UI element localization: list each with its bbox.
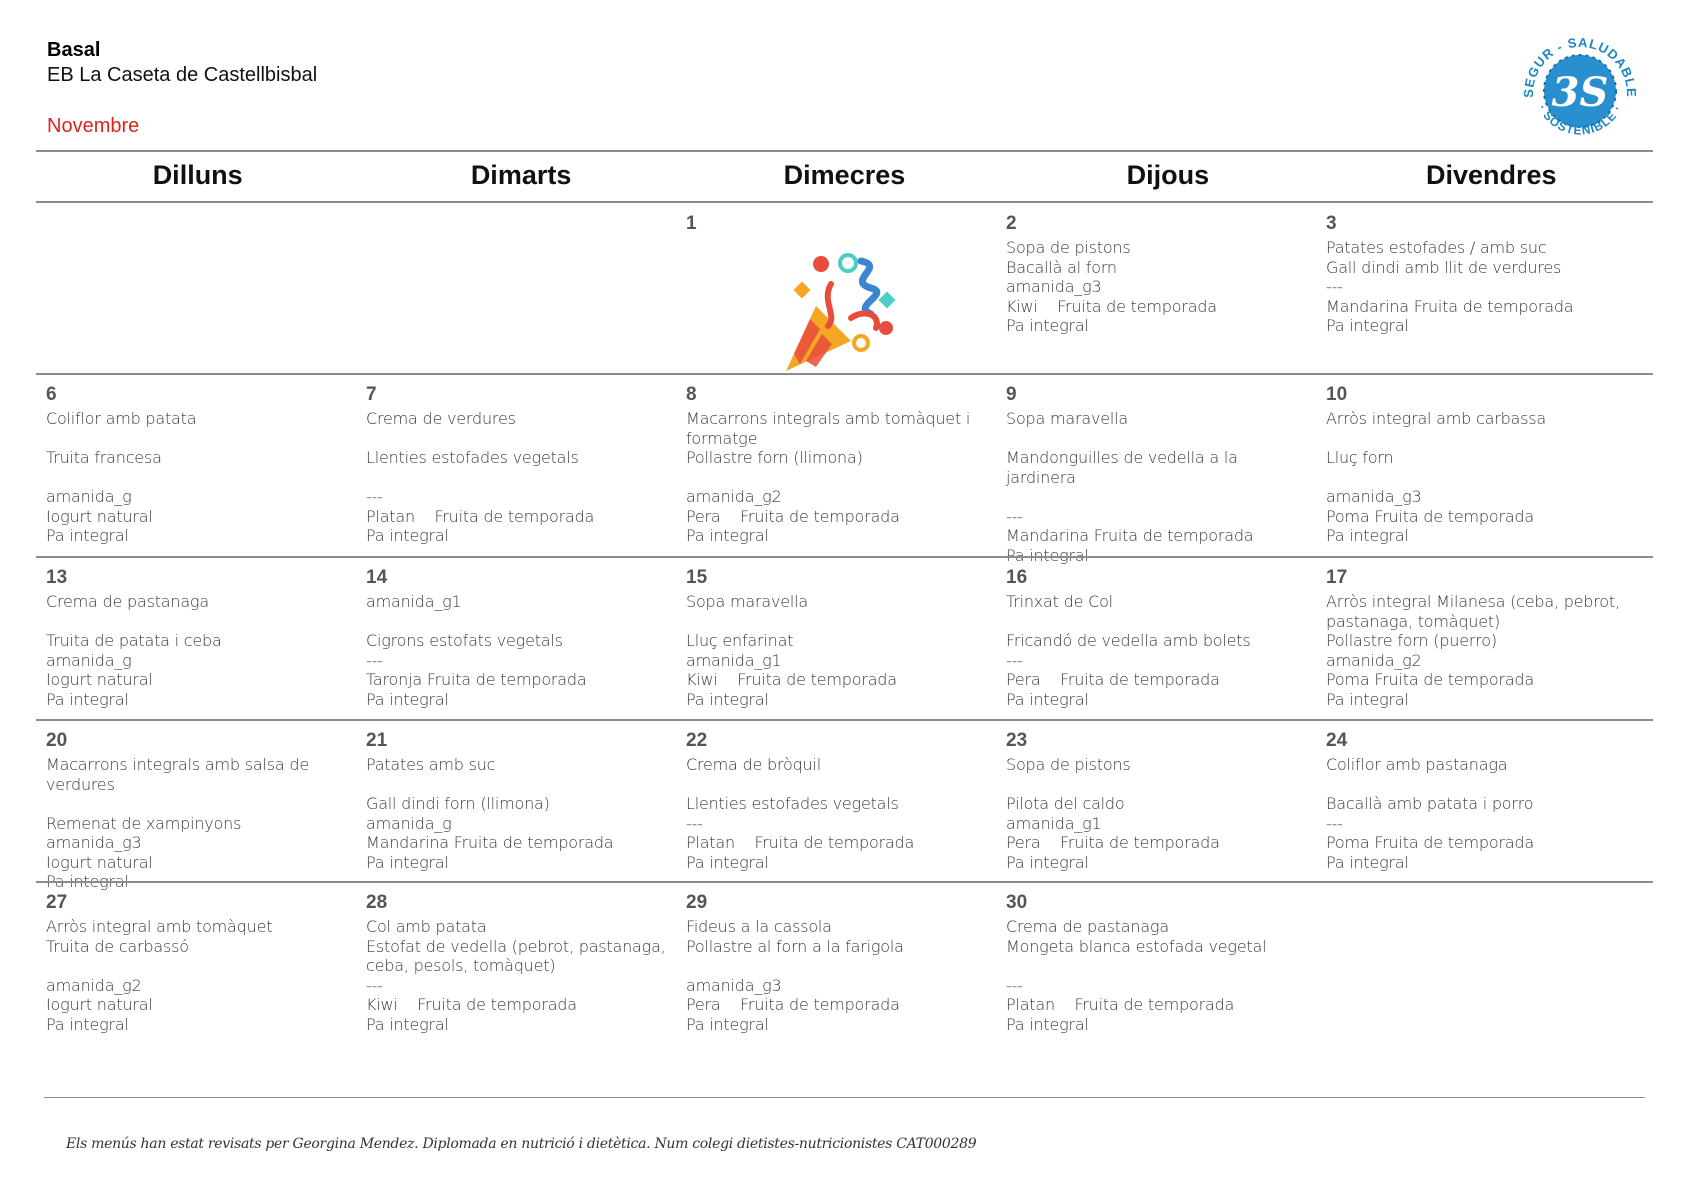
menu-line: Llenties estofades vegetals bbox=[686, 794, 899, 813]
day-cell bbox=[996, 729, 1316, 892]
week-row bbox=[36, 383, 1653, 565]
menu-line: --- bbox=[1006, 506, 1023, 526]
day-cell bbox=[996, 566, 1316, 709]
menu-line: Crema de pastanaga bbox=[46, 592, 209, 611]
menu-line: Estofat de vedella (pebrot, pastanaga, ceba, pesols, tomàquet) bbox=[366, 936, 666, 975]
menu-line bbox=[1006, 612, 1312, 632]
menu-line: amanida_g bbox=[366, 813, 452, 833]
day-number: 17 bbox=[1326, 567, 1348, 588]
menu-line: Lluç forn bbox=[1326, 448, 1394, 467]
menu-line: Pa integral bbox=[686, 1014, 769, 1034]
menu-line bbox=[686, 956, 992, 976]
menu-line: Truita de patata i ceba bbox=[46, 631, 222, 650]
menu-line: Platan Fruita de temporada bbox=[686, 833, 915, 852]
day-cell bbox=[676, 891, 996, 1034]
day-number: 7 bbox=[366, 384, 377, 405]
day-cell bbox=[1316, 729, 1653, 892]
day-headers bbox=[36, 152, 1653, 198]
day-cell bbox=[676, 566, 996, 709]
menu-line: Col amb patata bbox=[366, 917, 487, 936]
day-header-monday: Dilluns bbox=[152, 160, 243, 190]
menu-line bbox=[366, 612, 672, 632]
day-cell bbox=[36, 566, 356, 709]
menu-line: Mongeta blanca estofada vegetal bbox=[1006, 936, 1267, 956]
menu-line bbox=[46, 429, 352, 449]
day-number: 9 bbox=[1006, 384, 1017, 405]
menu-line: amanida_g1 bbox=[686, 650, 782, 670]
day-header-tuesday: Dimarts bbox=[470, 160, 572, 190]
footer-note: Els menús han estat revisats per Georgina Mendez. Diplomada en nutrició i dietètica. Num colegi dietistes-nutricionistes CAT000289 bbox=[66, 1136, 977, 1152]
menu-line: amanida_g3 bbox=[1326, 487, 1422, 506]
menu-line: Iogurt natural bbox=[46, 506, 153, 526]
day-cell bbox=[356, 212, 676, 381]
day-number: 14 bbox=[366, 567, 388, 588]
menu-line: Pa integral bbox=[1326, 526, 1409, 545]
day-number: 24 bbox=[1326, 730, 1348, 751]
menu-line: Lluç enfarinat bbox=[686, 631, 794, 650]
day-header-friday: Divendres bbox=[1425, 160, 1557, 190]
day-number: 20 bbox=[46, 730, 68, 751]
week-row bbox=[36, 729, 1653, 892]
day-number: 13 bbox=[46, 567, 68, 588]
menu-line: Sopa maravella bbox=[686, 592, 808, 611]
menu-line: Pollastre forn (puerro) bbox=[1326, 631, 1497, 650]
menu-line bbox=[366, 775, 672, 795]
menu-line bbox=[1326, 468, 1649, 488]
day-number: 1 bbox=[686, 213, 697, 234]
day-cell bbox=[996, 891, 1316, 1034]
menu-line: Pa integral bbox=[366, 852, 449, 872]
day-number: 15 bbox=[686, 567, 708, 588]
menu-line bbox=[686, 775, 992, 795]
day-cell bbox=[676, 383, 996, 565]
footer-divider bbox=[44, 1097, 1645, 1098]
menu-line: Sopa de pistons bbox=[1006, 238, 1131, 257]
menu-line: Macarrons integrals amb tomàquet i formatge bbox=[686, 409, 971, 448]
day-number: 2 bbox=[1006, 213, 1017, 234]
menu-line: --- bbox=[1006, 650, 1023, 670]
menu-line: Pa integral bbox=[1006, 316, 1089, 335]
day-number: 16 bbox=[1006, 567, 1028, 588]
menu-line: --- bbox=[686, 813, 703, 833]
menu-line bbox=[46, 612, 352, 632]
day-cell bbox=[36, 383, 356, 565]
menu-line: Pa integral bbox=[686, 689, 769, 709]
menu-line: amanida_g3 bbox=[46, 833, 142, 852]
menu-line bbox=[46, 468, 352, 488]
menu-line: Bacallà amb patata i porro bbox=[1326, 794, 1534, 813]
day-cell bbox=[356, 383, 676, 565]
menu-line: Patates estofades / amb suc bbox=[1326, 238, 1547, 257]
week-row bbox=[36, 891, 1653, 1034]
menu-line: amanida_g bbox=[46, 487, 132, 506]
day-cell bbox=[356, 891, 676, 1034]
day-cell bbox=[1316, 891, 1653, 1034]
menu-line: Pilota del caldo bbox=[1006, 794, 1125, 813]
menu-line: amanida_g3 bbox=[1006, 277, 1102, 296]
menu-line: Llenties estofades vegetals bbox=[366, 448, 579, 467]
menu-line: Pa integral bbox=[1006, 689, 1089, 709]
menu-line: Pa integral bbox=[1006, 852, 1089, 872]
menu-line: Pera Fruita de temporada bbox=[1006, 670, 1220, 689]
menu-line: Truita francesa bbox=[46, 448, 162, 467]
menu-line: Fricandó de vedella amb bolets bbox=[1006, 631, 1251, 650]
menu-line: Pa integral bbox=[46, 872, 129, 891]
segur-saludable-sostenible-logo bbox=[1515, 24, 1645, 154]
menu-line: Kiwi Fruita de temporada bbox=[366, 995, 577, 1014]
menu-line: Fideus a la cassola bbox=[686, 917, 832, 936]
menu-line bbox=[1006, 487, 1312, 507]
day-number: 6 bbox=[46, 384, 57, 405]
month-name: Novembre bbox=[47, 115, 140, 137]
menu-line: Pera Fruita de temporada bbox=[686, 995, 900, 1014]
menu-line: Kiwi Fruita de temporada bbox=[1006, 296, 1217, 316]
day-cell bbox=[36, 729, 356, 892]
day-number bbox=[366, 212, 672, 238]
menu-line bbox=[46, 794, 352, 814]
day-cell bbox=[36, 891, 356, 1034]
menu-line: Mandarina Fruita de temporada bbox=[366, 833, 614, 852]
menu-line: Poma Fruita de temporada bbox=[1326, 506, 1534, 526]
menu-line bbox=[46, 956, 352, 976]
logo-top-text: SEGUR - SALUDABLE bbox=[1520, 34, 1640, 98]
menu-type: Basal bbox=[47, 39, 101, 61]
day-cell bbox=[676, 729, 996, 892]
party-popper-icon bbox=[776, 246, 906, 376]
menu-line: Pollastre al forn a la farigola bbox=[686, 936, 904, 956]
menu-line bbox=[1006, 775, 1312, 795]
menu-line: Gall dindi amb llit de verdures bbox=[1326, 257, 1562, 277]
day-cell bbox=[676, 212, 996, 381]
menu-line bbox=[1006, 429, 1312, 449]
day-number: 10 bbox=[1326, 384, 1348, 405]
week-row bbox=[36, 212, 1653, 381]
school-name: EB La Caseta de Castellbisbal bbox=[47, 64, 318, 86]
menu-line: Pa integral bbox=[46, 526, 129, 545]
menu-line: --- bbox=[1006, 975, 1023, 995]
menu-line bbox=[1326, 775, 1649, 795]
menu-line: Iogurt natural bbox=[46, 670, 153, 689]
day-cell bbox=[1316, 383, 1653, 565]
menu-line bbox=[686, 612, 992, 632]
menu-line: amanida_g2 bbox=[686, 487, 782, 506]
day-cell bbox=[1316, 566, 1653, 709]
menu-line: Coliflor amb pastanaga bbox=[1326, 755, 1508, 774]
menu-line: Pera Fruita de temporada bbox=[1006, 833, 1220, 852]
menu-line: --- bbox=[366, 975, 383, 995]
logo-center-text: 3S bbox=[1551, 69, 1609, 116]
week-divider bbox=[36, 373, 1653, 375]
menu-line: Pa integral bbox=[1326, 852, 1409, 872]
menu-line bbox=[686, 468, 992, 488]
menu-line: amanida_g1 bbox=[1006, 813, 1102, 833]
menu-line: Pa integral bbox=[366, 689, 449, 709]
menu-line: Platan Fruita de temporada bbox=[366, 506, 595, 526]
menu-line: Bacallà al forn bbox=[1006, 257, 1117, 277]
menu-line: Sopa maravella bbox=[1006, 409, 1128, 428]
menu-line: Pa integral bbox=[366, 526, 449, 545]
week-divider bbox=[36, 556, 1653, 558]
day-cell bbox=[996, 383, 1316, 565]
menu-line: Crema de verdures bbox=[366, 409, 516, 428]
day-number: 8 bbox=[686, 384, 697, 405]
menu-line: Remenat de xampinyons bbox=[46, 813, 242, 833]
day-number: 3 bbox=[1326, 213, 1337, 234]
menu-line: Mandonguilles de vedella a la jardinera bbox=[1006, 448, 1238, 487]
menu-line: Arròs integral amb tomàquet bbox=[46, 917, 273, 936]
menu-line: Arròs integral amb carbassa bbox=[1326, 409, 1547, 428]
menu-line: Trinxat de Col bbox=[1006, 592, 1113, 611]
day-cell bbox=[996, 212, 1316, 381]
menu-line: Patates amb suc bbox=[366, 755, 496, 774]
menu-line: Pa integral bbox=[686, 852, 769, 872]
menu-line: amanida_g2 bbox=[46, 975, 142, 995]
menu-line: Pera Fruita de temporada bbox=[686, 506, 900, 526]
menu-line: Pa integral bbox=[1006, 1014, 1089, 1034]
menu-line: Pa integral bbox=[366, 1014, 449, 1034]
menu-line: Platan Fruita de temporada bbox=[1006, 995, 1235, 1014]
menu-line: amanida_g2 bbox=[1326, 650, 1422, 670]
menu-line: Pa integral bbox=[1326, 689, 1409, 709]
day-header-thursday: Dijous bbox=[1126, 160, 1210, 190]
menu-line: Kiwi Fruita de temporada bbox=[686, 670, 897, 689]
week-row bbox=[36, 566, 1653, 709]
menu-line bbox=[1006, 956, 1312, 976]
day-cell bbox=[356, 729, 676, 892]
menu-line bbox=[366, 468, 672, 488]
menu-line: Gall dindi forn (llimona) bbox=[366, 794, 550, 813]
menu-line: --- bbox=[366, 650, 383, 670]
logo-bottom-text: · SOSTENIBLE · bbox=[1535, 102, 1625, 138]
day-number bbox=[46, 212, 352, 238]
menu-line: Iogurt natural bbox=[46, 852, 153, 872]
menu-line: Coliflor amb patata bbox=[46, 409, 197, 428]
day-number: 23 bbox=[1006, 730, 1028, 751]
menu-line: Mandarina Fruita de temporada bbox=[1326, 296, 1574, 316]
menu-line: Macarrons integrals amb salsa de verdures bbox=[46, 755, 309, 794]
menu-line: amanida_g3 bbox=[686, 975, 782, 995]
week-divider bbox=[36, 719, 1653, 721]
header-block bbox=[47, 38, 317, 88]
day-number: 21 bbox=[366, 730, 388, 751]
menu-line: --- bbox=[1326, 277, 1343, 296]
menu-line: Iogurt natural bbox=[46, 995, 153, 1014]
menu-line: Arròs integral Milanesa (ceba, pebrot, pastanaga, tomàquet) bbox=[1326, 592, 1620, 631]
day-header-wednesday: Dimecres bbox=[783, 160, 906, 190]
menu-line: amanida_g bbox=[46, 650, 132, 670]
day-number: 29 bbox=[686, 892, 708, 913]
menu-line: amanida_g1 bbox=[366, 592, 462, 611]
menu-line: --- bbox=[366, 487, 383, 506]
week-divider bbox=[36, 881, 1653, 883]
menu-line: Pa integral bbox=[46, 1014, 129, 1034]
day-cell bbox=[356, 566, 676, 709]
menu-line: Sopa de pistons bbox=[1006, 755, 1131, 774]
menu-line: Pa integral bbox=[686, 526, 769, 545]
day-number: 22 bbox=[686, 730, 708, 751]
header-divider bbox=[36, 201, 1653, 203]
menu-line: Pa integral bbox=[1006, 545, 1089, 565]
day-number bbox=[1326, 891, 1649, 917]
day-cell bbox=[36, 212, 356, 381]
menu-line: --- bbox=[1326, 813, 1343, 833]
day-cell bbox=[1316, 212, 1653, 381]
menu-line: Pa integral bbox=[1326, 316, 1409, 335]
menu-line: Pollastre forn (llimona) bbox=[686, 448, 863, 467]
menu-line: Poma Fruita de temporada bbox=[1326, 833, 1534, 852]
day-number: 30 bbox=[1006, 892, 1028, 913]
menu-line bbox=[366, 429, 672, 449]
menu-line: Pa integral bbox=[46, 689, 129, 709]
menu-line: Taronja Fruita de temporada bbox=[366, 670, 587, 689]
menu-line: Crema de bròquil bbox=[686, 755, 821, 774]
menu-line: Crema de pastanaga bbox=[1006, 917, 1169, 936]
menu-line: Truita de carbassó bbox=[46, 936, 189, 956]
day-number: 28 bbox=[366, 892, 388, 913]
day-number: 27 bbox=[46, 892, 68, 913]
menu-line: Cigrons estofats vegetals bbox=[366, 631, 563, 650]
menu-line bbox=[1326, 429, 1649, 449]
menu-line: Poma Fruita de temporada bbox=[1326, 670, 1534, 689]
menu-line: Mandarina Fruita de temporada bbox=[1006, 526, 1254, 545]
